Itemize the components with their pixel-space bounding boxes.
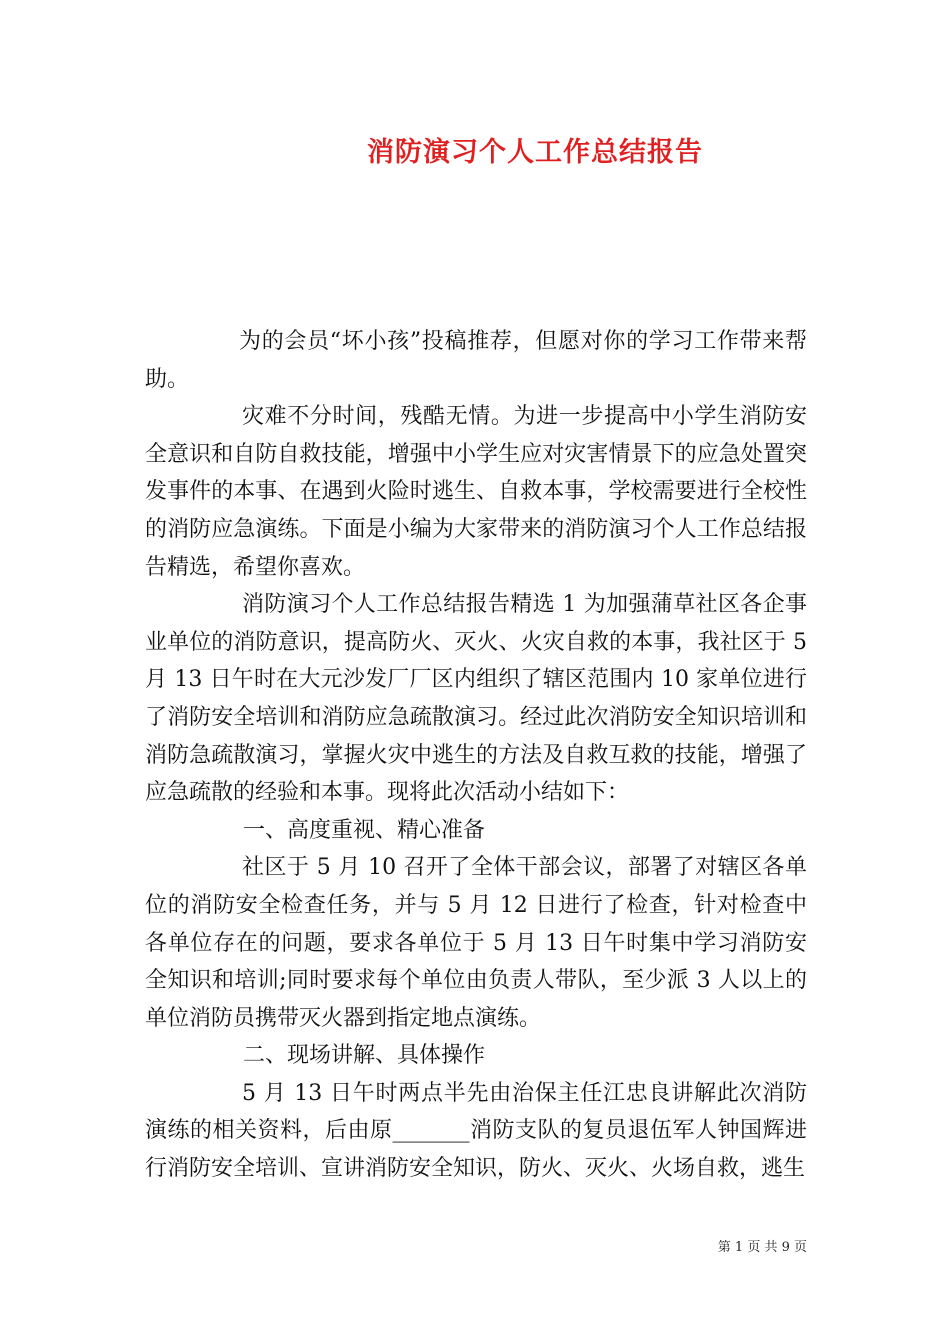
page-number: 第 1 页 共 9 页 (717, 1240, 807, 1255)
paragraph-preface: 灾难不分时间，残酷无情。为进一步提高中小学生消防安全意识和自防自救技能，增强中小学生应对灾害情景下的应急处置突发事件的本事、在遇到火险时逃生、自救本事，学校需要进行全校性的消防应急演练。下面是小编为大家带来的消防演习个人工作总结报告精选，希望你喜欢。 (145, 404, 807, 580)
paragraph-summary-1: 消防演习个人工作总结报告精选 1 为加强蒲草社区各企事业单位的消防意识，提高防火、灭火、火灾自救的本事，我社区于 5 月 13 日午时在大元沙发厂厂区内组织了辖区范围内 10 家单位进行了消防安全培训和消防应急疏散演习。经过此次消防安全知识培训和消防急疏散演习，掌握火灾中逃生的方法及自救互救的技能，增强了应急疏散的经验和本事。现将此次活动小结如下： (145, 592, 807, 806)
paragraph-section-2: 5 月 13 日午时两点半先由治保主任江忠良讲解此次消防演练的相关资料，后由原_______消防支队的复员退伍军人钟国辉进行消防安全培训、宣讲消防安全知识，防火、灭火、火场自救，逃生 (145, 1080, 807, 1182)
paragraph-intro: 为的会员“坏小孩”投稿推荐，但愿对你的学习工作带来帮助。 (145, 329, 807, 392)
document-title: 消防演习个人工作总结报告 (367, 137, 703, 168)
section-heading-1: 一、高度重视、精心准备 (243, 817, 486, 843)
section-heading-2: 二、现场讲解、具体操作 (243, 1043, 486, 1069)
paragraph-section-1: 社区于 5 月 10 召开了全体干部会议，部署了对辖区各单位的消防安全检查任务，并与 5 月 12 日进行了检查，针对检查中各单位存在的问题，要求各单位于 5 月 13 日午时集中学习消防安全知识和培训;同时要求每个单位由负责人带队，至少派 3 人以上的单位消防员携带灭火器到指定地点演练。 (145, 855, 807, 1031)
document-body (145, 323, 807, 1188)
